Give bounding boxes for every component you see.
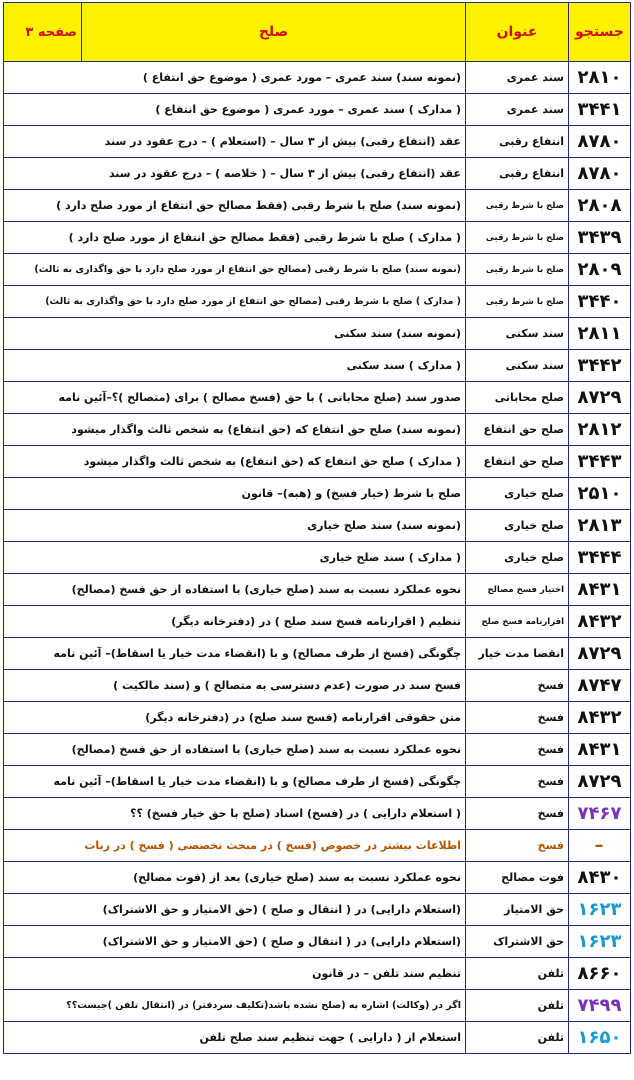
row-description: (نمونه سند) سند صلح خیاری [4,510,466,542]
table-row [4,94,631,126]
row-number: ۸۴۳۰ [569,862,631,894]
row-title: اقرارنامه فسخ صلح [466,606,569,638]
header-page-number: صفحه ۳ [4,3,82,62]
table-row [4,414,631,446]
row-description: ( مدارک ) سند عمری – مورد عمری ( موضوع حق انتفاع ) [4,94,466,126]
row-description: (نمونه سند) سند عمری – مورد عمری ( موضوع حق انتفاع ) [4,62,466,94]
row-number: ۱۶۵۰ [569,1022,631,1054]
row-description: چگونگی (فسخ از طرف مصالح) و با (انقضاء مدت خیار یا اسقاط)– آئین نامه [4,638,466,670]
row-number: ۲۸۰۸ [569,190,631,222]
table-row [4,830,631,862]
row-description: ( مدارک ) سند صلح خیاری [4,542,466,574]
row-number: ۸۷۴۷ [569,670,631,702]
row-number: ۲۸۰۹ [569,254,631,286]
row-title: فسخ [466,830,569,862]
row-description: ( مدارک ) صلح حق انتفاع که (حق انتفاع) به شخص ثالث واگذار میشود [4,446,466,478]
row-title: سند سکنی [466,350,569,382]
row-number: ۸۴۳۲ [569,606,631,638]
row-description: عقد (انتفاع رقبی) بیش از ۳ سال – ( خلاصه ) – درج عقود در سند [4,158,466,190]
row-description: نحوه عملکرد نسبت به سند (صلح خیاری) بعد از (فوت مصالح) [4,862,466,894]
table-row [4,62,631,94]
row-number: ۸۷۲۹ [569,638,631,670]
row-title: صلح محاباتی [466,382,569,414]
table-row [4,222,631,254]
table-row [4,510,631,542]
table-row [4,990,631,1022]
row-number: ۳۴۴۰ [569,286,631,318]
row-title: حق الاشتراک [466,926,569,958]
row-title: سند سکنی [466,318,569,350]
table-row [4,542,631,574]
row-title: صلح با شرط رقبی [466,222,569,254]
row-number: ۸۴۳۱ [569,734,631,766]
row-title: صلح حق انتفاع [466,446,569,478]
table-row [4,638,631,670]
row-title: فسخ [466,670,569,702]
row-number: ۲۸۱۱ [569,318,631,350]
row-number: ۸۴۳۲ [569,702,631,734]
row-description: (نمونه سند) صلح با شرط رقبی (مصالح حق انتفاع از مورد صلح دارد با حق واگذاری به ثالث) [4,254,466,286]
row-title: حق الامتیاز [466,894,569,926]
row-title: فسخ [466,766,569,798]
row-number: ۳۴۴۳ [569,446,631,478]
row-description: (استعلام دارایی) در ( انتقال و صلح ) (حق الامتیاز و حق الاشتراک) [4,894,466,926]
row-title: صلح حق انتفاع [466,414,569,446]
table-row [4,574,631,606]
row-description: چگونگی (فسخ از طرف مصالح) و با (انقضاء مدت خیار یا اسقاط)– آئین نامه [4,766,466,798]
row-description: متن حقوقی اقرارنامه (فسخ سند صلح) در (دفترخانه دیگر) [4,702,466,734]
row-title: فوت مصالح [466,862,569,894]
row-description: ( مدارک ) سند سکنی [4,350,466,382]
table-row [4,126,631,158]
row-title: انقضا مدت خیار [466,638,569,670]
table-row [4,926,631,958]
row-title: انتفاع رقبی [466,158,569,190]
table-row [4,286,631,318]
table-row [4,382,631,414]
header-settlement: صلح [82,3,466,62]
row-description: (نمونه سند) صلح با شرط رقبی (فقط مصالح حق انتفاع از مورد صلح دارد ) [4,190,466,222]
row-description: تنظیم ( اقرارنامه فسخ سند صلح ) در (دفترخانه دیگر) [4,606,466,638]
row-description: اگر در (وکالت) اشاره به (صلح نشده باشد(تکلیف سردفتر) در (انتقال تلفن )جیست؟؟ [4,990,466,1022]
row-number: ۸۷۸۰ [569,158,631,190]
search-table [3,2,631,1054]
table-row [4,606,631,638]
row-number: ۸۴۳۱ [569,574,631,606]
row-title: فسخ [466,702,569,734]
row-number: ۲۸۱۲ [569,414,631,446]
row-number: ۲۵۱۰ [569,478,631,510]
table-body [4,62,631,1054]
table-row [4,318,631,350]
row-number: ۸۷۲۹ [569,382,631,414]
table-header-row [4,3,631,62]
row-number: ۳۴۴۱ [569,94,631,126]
row-number: ۷۴۹۹ [569,990,631,1022]
row-title: تلفن [466,990,569,1022]
row-description: ( استعلام دارایی ) در (فسخ) اسناد (صلح با حق خیار فسخ) ؟؟ [4,798,466,830]
row-title: سند عمری [466,62,569,94]
table-row [4,734,631,766]
row-number: ۳۴۴۴ [569,542,631,574]
row-description: اطلاعات بیشتر در خصوص (فسخ ) در مبحث تخصصی ( فسخ ) در ربات [4,830,466,862]
row-number: ۳۴۴۲ [569,350,631,382]
header-search: جستجو [569,3,631,62]
table-row [4,350,631,382]
row-description: عقد (انتفاع رقبی) بیش از ۳ سال – (استعلام ) – درج عقود در سند [4,126,466,158]
row-title: اختیار فسخ مصالح [466,574,569,606]
table-row [4,254,631,286]
row-description: (نمونه سند) صلح حق انتفاع که (حق انتفاع) به شخص ثالث واگذار میشود [4,414,466,446]
table-row [4,894,631,926]
row-description: استعلام از ( دارایی ) جهت تنظیم سند صلح تلفن [4,1022,466,1054]
row-description: ( مدارک ) صلح با شرط رقبی (مصالح حق انتفاع از مورد صلح دارد با حق واگذاری به ثالث) [4,286,466,318]
table-row [4,862,631,894]
row-title: صلح خیاری [466,542,569,574]
table-row [4,958,631,990]
table-row [4,190,631,222]
row-number: ۱۶۲۳ [569,926,631,958]
row-number: ۸۶۶۰ [569,958,631,990]
row-title: صلح خیاری [466,510,569,542]
table-row [4,702,631,734]
row-description: نحوه عملکرد نسبت به سند (صلح خیاری) با استفاده از حق فسخ (مصالح) [4,734,466,766]
row-title: سند عمری [466,94,569,126]
row-description: تنظیم سند تلفن – در قانون [4,958,466,990]
header-title: عنوان [466,3,569,62]
row-description: ( مدارک ) صلح با شرط رقبی (فقط مصالح حق انتفاع از مورد صلح دارد ) [4,222,466,254]
table-row [4,766,631,798]
search-table-container [3,2,630,1054]
row-description: فسخ سند در صورت (عدم دسترسی به متصالح ) و (سند مالکیت ) [4,670,466,702]
table-row [4,446,631,478]
row-title: صلح با شرط رقبی [466,254,569,286]
row-title: صلح با شرط رقبی [466,190,569,222]
table-row [4,478,631,510]
row-title: فسخ [466,798,569,830]
table-row [4,798,631,830]
row-title: صلح خیاری [466,478,569,510]
table-row [4,670,631,702]
row-number: ۷۴۶۷ [569,798,631,830]
row-title: تلفن [466,958,569,990]
row-title: صلح با شرط رقبی [466,286,569,318]
row-number: ۳۴۳۹ [569,222,631,254]
row-description: صلح با شرط (خیار فسخ) و (هبه)– قانون [4,478,466,510]
row-number: ۸۷۲۹ [569,766,631,798]
row-number: ۲۸۱۳ [569,510,631,542]
row-description: (استعلام دارایی) در ( انتقال و صلح ) (حق الامتیاز و حق الاشتراک) [4,926,466,958]
row-number: ۱۶۲۳ [569,894,631,926]
row-number: ۲۸۱۰ [569,62,631,94]
row-description: نحوه عملکرد نسبت به سند (صلح خیاری) با استفاده از حق فسخ (مصالح) [4,574,466,606]
row-number: – [569,830,631,862]
row-title: انتفاع رقبی [466,126,569,158]
row-title: تلفن [466,1022,569,1054]
row-title: فسخ [466,734,569,766]
row-description: صدور سند (صلح محاباتی ) با حق (فسخ مصالح ) برای (متصالح )؟–آئین نامه [4,382,466,414]
table-row [4,158,631,190]
row-description: (نمونه سند) سند سکنی [4,318,466,350]
table-row [4,1022,631,1054]
row-number: ۸۷۸۰ [569,126,631,158]
